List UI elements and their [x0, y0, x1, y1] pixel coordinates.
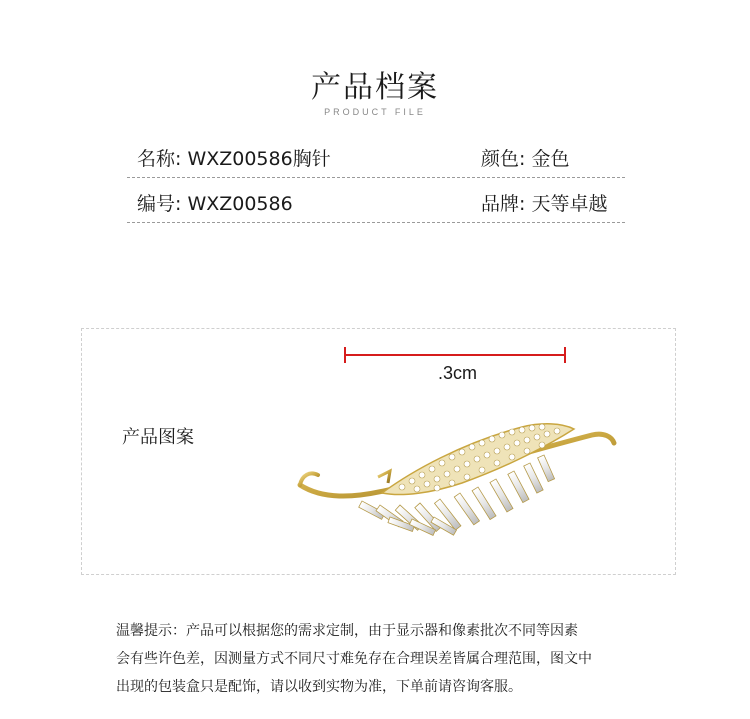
page-title: 产品档案 — [311, 70, 439, 105]
info-row-2 — [127, 183, 625, 223]
measure-bar — [344, 354, 566, 356]
notice-line-2: 会有些许色差，因测量方式不同尺寸难免存在合理误差皆属合理范围，图文中 — [116, 651, 592, 667]
page-subtitle: PRODUCT FILE — [324, 107, 426, 117]
dashed-divider — [127, 222, 625, 223]
notice-line-1: 温馨提示：产品可以根据您的需求定制，由于显示器和像素批次不同等因素 — [116, 623, 578, 639]
measure-line — [344, 347, 566, 363]
leaf-brooch-image — [292, 413, 622, 553]
product-image-panel — [81, 328, 676, 575]
measure-cap-right — [564, 347, 566, 363]
product-brand: 品牌: 天等卓越 — [481, 193, 608, 215]
product-image-label: 产品图案 — [122, 427, 194, 448]
info-row-1 — [127, 138, 625, 178]
product-number: 编号: WXZ00586 — [137, 193, 293, 215]
product-color: 颜色: 金色 — [481, 148, 570, 170]
notice-text — [116, 617, 676, 701]
product-name: 名称: WXZ00586胸针 — [137, 148, 331, 170]
measure-label: .3cm — [438, 363, 478, 383]
dashed-divider — [127, 177, 625, 178]
notice-line-3: 出现的包装盒只是配饰，请以收到实物为准，下单前请咨询客服。 — [116, 679, 522, 695]
